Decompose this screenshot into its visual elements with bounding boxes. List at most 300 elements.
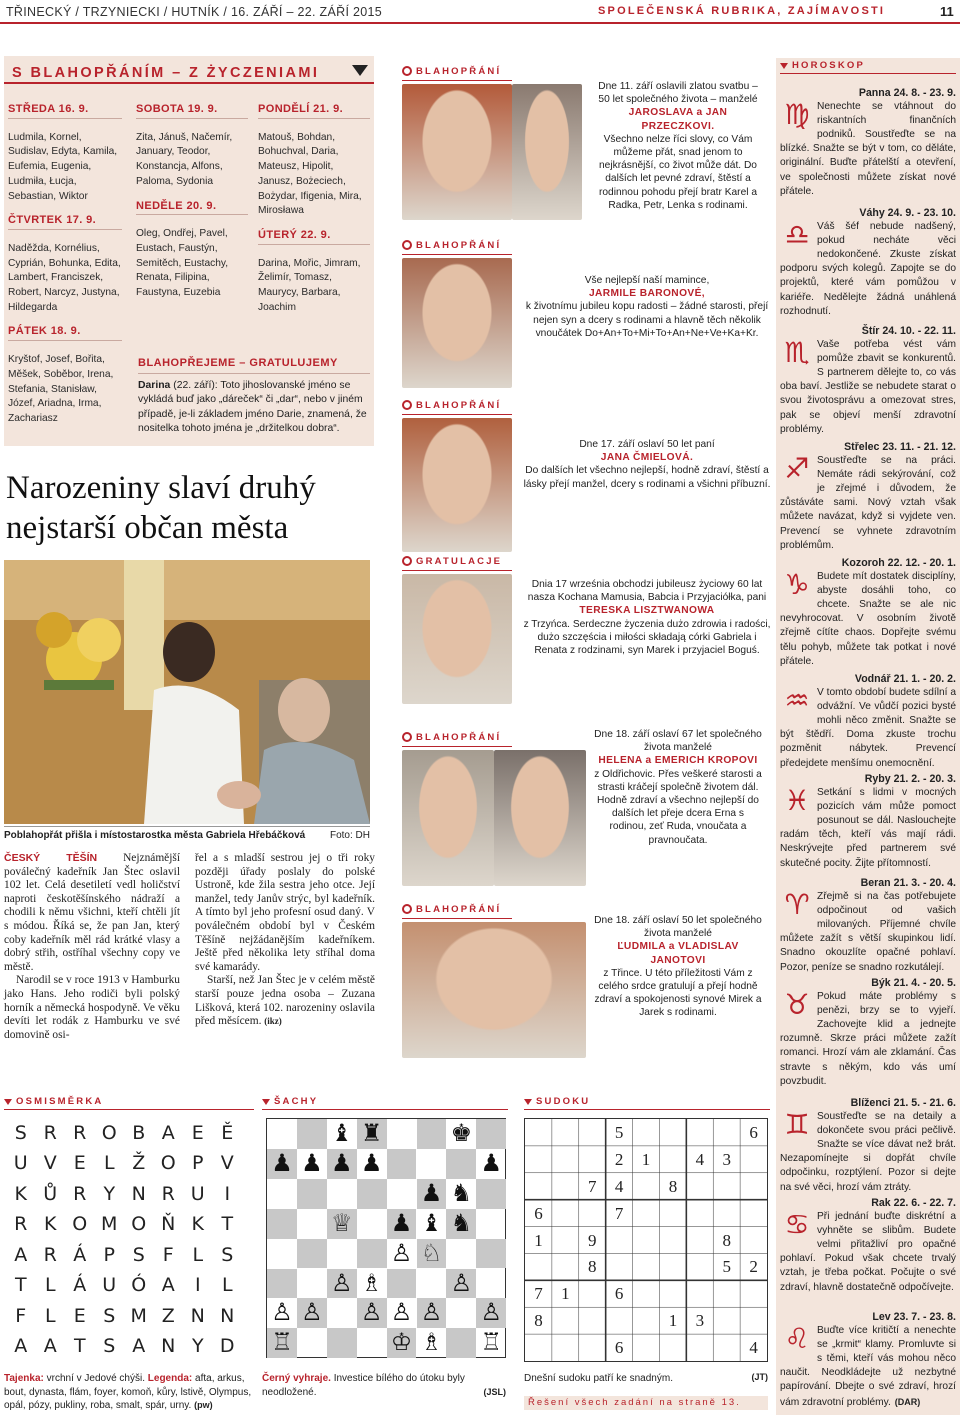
zodiac-icon: ♌	[784, 1322, 810, 1356]
congrats-name: Darina	[138, 380, 171, 391]
grid-letter: B	[132, 1121, 146, 1144]
birthday-heading	[402, 66, 512, 81]
chess-piece: ♙	[330, 1268, 353, 1297]
chess-piece: ♖	[271, 1328, 293, 1357]
name-days-title: S BLAHOPŘÁNÍM – Z ŻYCZENIAMI	[12, 65, 320, 81]
chess-square	[357, 1179, 387, 1209]
grid-letter: R	[43, 1243, 57, 1266]
horoscope-sign	[780, 86, 956, 199]
photo-caption	[4, 826, 370, 842]
grid-letter: L	[221, 1274, 233, 1297]
chess-square	[387, 1269, 417, 1299]
sign-heading: Váhy 24. 9. - 23. 10.	[859, 207, 956, 219]
sign-heading: Lev 23. 7. - 23. 8.	[872, 1311, 956, 1323]
grid-letter: U	[102, 1274, 117, 1297]
article-text: řel a s mladší sestrou jej o tři roky později úřady poslaly do polské Ustroně, kde žila sestra jeho otce. Její manžel, tedy Janův strýc, byl kadeřník. A tímto byl jeho profesní osud daný. V poválečném období byl v Českém Těšíně nejžádanějším kadeřníkem. Ještě před několika lety stříhal doma své kamarády.	[195, 852, 375, 973]
grid-letter: K	[191, 1213, 204, 1236]
grid-letter: S	[132, 1243, 145, 1266]
sign-text: Soustřeďte se na práci. Nemáte rádi sekýrování, což je zřejmé i důvodem, že zůstáváte sami. Nový vztah však můžete navázat, když si vyjdete ven. Prevencí se vyhnete zdravotním problémům.	[780, 455, 956, 551]
chess-piece: ♔	[390, 1328, 413, 1357]
sudoku-grid	[524, 1118, 768, 1362]
horoscope-sign	[780, 1310, 956, 1410]
grid-letter: P	[103, 1243, 115, 1266]
sudoku-digit: 6	[534, 1203, 543, 1223]
sign-heading: Střelec 23. 11. - 21. 12.	[844, 441, 956, 453]
chess-piece: ♕	[330, 1208, 353, 1237]
day-heading: NEDĚLE 20. 9.	[136, 199, 248, 216]
grid-row	[6, 1149, 242, 1180]
horoscope-sign	[780, 1096, 956, 1195]
horoscope-sign	[780, 772, 956, 871]
portrait-photo	[512, 84, 582, 220]
grid-letter: V	[43, 1152, 57, 1175]
grid-letter: I	[224, 1182, 231, 1205]
chess-square	[417, 1269, 447, 1299]
header-rule	[0, 22, 960, 24]
chess-piece: ♝	[420, 1208, 443, 1237]
grid-letter: L	[44, 1304, 56, 1327]
honoree-name: TERESKA LISZTWANOWA	[579, 605, 715, 617]
grid-letter: M	[101, 1213, 118, 1236]
day-names: Zita, Jánuš, Načemír, January, Teodor, Konstancja, Alfons, Paloma, Sydonia	[136, 131, 233, 187]
chess-piece: ♗	[360, 1268, 383, 1297]
chess-square	[327, 1298, 357, 1328]
birthday-message	[594, 80, 762, 212]
birthday-message	[522, 578, 772, 657]
chess-text	[262, 1372, 506, 1399]
name-days-box	[4, 56, 374, 446]
day-heading: ČTVRTEK 17. 9.	[8, 213, 122, 230]
sign-text: Soustřeďte se na detaily a dokončete svou práci pečlivě. Snažte se více dávat než brát. Nezapomínejte si dopřát chvíle odpočinku, rozptýlení. Pozor si dejte na své věci, hrozí vám ztráty.	[780, 1111, 956, 1193]
horoscope-sign	[780, 876, 956, 975]
birthday-photo-illustration	[4, 560, 370, 824]
chess-square	[267, 1119, 297, 1149]
message-intro: Dne 17. září oslaví 50 let paní	[579, 439, 715, 450]
sign-heading: Beran 21. 3. - 20. 4.	[860, 877, 956, 889]
sudoku-digit: 4	[695, 1149, 705, 1169]
message-wishes: z Trzyńca. Serdeczne życzenia dużo zdrowia i radości, dużo szczęścia i miłości składają córki Gabriela i Renata z rodzinami, syn Marek i przyjaciel Boguś.	[523, 618, 771, 657]
day-heading: ÚTERÝ 22. 9.	[258, 228, 370, 245]
zodiac-icon: ♍	[784, 98, 810, 132]
grid-letter: R	[14, 1213, 28, 1236]
grid-letter: Z	[161, 1304, 175, 1327]
chess-piece: ♝	[330, 1119, 353, 1147]
grid-letter: Ň	[161, 1213, 176, 1236]
sudoku-digit: 1	[561, 1284, 570, 1304]
chess-piece: ♞	[450, 1178, 473, 1207]
zodiac-icon: ♒	[784, 684, 810, 718]
grid-letter: N	[220, 1304, 235, 1327]
sudoku-digit: 1	[534, 1230, 543, 1250]
sign-text: Buďte více kritičtí a nenechte se „krmit“ klamy. Promluvte si s těmi, kteří vás mohou něco naučit. Neodkládejte už nezbytné papírování. Dbejte o své zdraví, hrozí vám zdravotní problémy.	[780, 1325, 956, 1408]
sudoku-digit: 6	[614, 1338, 624, 1358]
sign-heading: Kozoroh 22. 12. - 20. 1.	[841, 557, 956, 569]
grid-letter: O	[101, 1121, 117, 1144]
names-col-2	[136, 102, 248, 301]
birthday-label: BLAHOPŘÁNÍ	[416, 66, 502, 77]
birthday-label: BLAHOPŘÁNÍ	[416, 240, 502, 251]
message-intro: Dne 18. září oslaví 67 let společného života manželé	[594, 729, 762, 754]
triangle-icon	[352, 65, 368, 76]
congrats-body: (22. září): Toto jihoslovanské jméno se vykládá buď jako „dáreček“ či „dar“, nebo v jiném případě, je-li základem jméno Darie, znamená, že nositelka tohoto jména je „držitelkou dobra“.	[138, 380, 367, 435]
tajenka-label: Tajenka:	[4, 1373, 44, 1384]
grid-letter: O	[160, 1152, 176, 1175]
chess-square	[357, 1239, 387, 1269]
portrait-photo	[402, 922, 586, 1058]
grid-letter: D	[219, 1335, 235, 1358]
tajenka-text: vrchní v Jedové chýši.	[43, 1373, 148, 1384]
grid-row	[6, 1271, 242, 1302]
chess-piece: ♙	[271, 1298, 293, 1327]
day-heading: PÁTEK 18. 9.	[8, 324, 122, 341]
sign-heading: Vodnář 21. 1. - 20. 2.	[854, 673, 956, 685]
chess-square	[446, 1328, 476, 1358]
day-names: Kryštof, Josef, Bořita, Měšek, Soběbor, Irena, Stefania, Stanisław, Józef, Ariadna, Irma, Zachariasz	[8, 354, 114, 424]
chess-board	[266, 1118, 506, 1358]
photo-credit: Foto: DH	[329, 830, 370, 841]
chess-piece: ♟	[360, 1148, 383, 1177]
sudoku-digit: 8	[668, 1176, 678, 1196]
chess-square	[267, 1179, 297, 1209]
grid-letter: A	[14, 1243, 28, 1266]
flower-icon	[402, 556, 412, 566]
chess-square	[327, 1179, 357, 1209]
flower-icon	[402, 732, 412, 742]
portrait-photo	[402, 750, 494, 886]
day-heading: PONDĚLÍ 21. 9.	[258, 102, 370, 119]
word-search-grid	[6, 1118, 242, 1362]
article-text: Starší, než Jan Štec je v celém městě starší pouze jedna osoba – Zuzana Lišková, která 102. narozeniny oslavila před měsícem.	[195, 974, 375, 1028]
sign-text: Při jednání buďte diskrétní a vyhněte se slibům. Budete velmi přitažliví pro opačné pohlaví. Pokud však chcete trvalý vztah, je třeba počkat. Počujte o své zdraví, hlavně dostatečně odpočívejte.	[780, 1211, 956, 1293]
honoree-name: HELENA a EMERICH KROPOVI	[598, 755, 758, 767]
chess-signature: (JSL)	[483, 1386, 506, 1397]
article-text: Narodil se v roce 1913 v Hamburku jako Hans. Jeho rodiči byli polský horník a německá hospodyně. Ve věku devíti let rodák z Hamburku ve své domovině osi-	[4, 974, 180, 1041]
header-section: SPOLEČENSKÁ RUBRIKA, ZAJÍMAVOSTI	[598, 5, 886, 17]
flower-icon	[402, 904, 412, 914]
chess-square	[446, 1239, 476, 1269]
chess-square	[417, 1149, 447, 1179]
grid-letter: A	[132, 1335, 146, 1358]
chess-square	[476, 1239, 506, 1269]
grid-letter: L	[44, 1274, 56, 1297]
chess-square	[417, 1119, 447, 1149]
chess-piece: ♟	[390, 1208, 413, 1237]
grid-letter: A	[14, 1335, 28, 1358]
sudoku-digit: 1	[641, 1149, 651, 1169]
sudoku-description: Dnešní sudoku patří ke snadným.	[524, 1373, 673, 1384]
sign-text: Váš šéf nebude nadšený, pokud necháte věci nedokončené. Zkuste získat podporu svých kolegů. Zapojte se do projektů, které vám pomůžou v kariéře. Nedělejte žádná unáhlená rozhodnutí.	[780, 221, 956, 317]
sudoku-digit: 3	[722, 1149, 731, 1169]
congrats-heading: BLAHOPŘEJEME – GRATULUJEMY	[138, 356, 370, 374]
birthday-message	[594, 914, 762, 1020]
grid-letter: O	[72, 1213, 88, 1236]
sudoku-digit: 2	[749, 1257, 758, 1277]
word-search-legend	[4, 1372, 252, 1413]
chess-piece: ♙	[420, 1298, 443, 1327]
sudoku-digit: 7	[534, 1284, 543, 1304]
chess-piece: ♟	[271, 1148, 293, 1177]
zodiac-icon: ♉	[784, 988, 810, 1022]
article-photo	[4, 560, 370, 824]
chess-piece: ♙	[390, 1298, 413, 1327]
article-column-2	[195, 852, 375, 1029]
chess-square	[387, 1179, 417, 1209]
osmismerka-heading: OSMISMĚRKA	[4, 1096, 254, 1110]
page-number: 11	[940, 4, 954, 19]
grid-letter: A	[161, 1274, 175, 1297]
portrait-photo	[402, 84, 512, 220]
sign-text: Vaše potřeba vést vám pomůže zbavit se konkurentů. S partnerem dělejte to, co vás oba baví. Jestliže se nebudete starat o svou životosprávu a omezovat stres, pak se objeví menší zdravotní problémy.	[780, 339, 956, 435]
flower-icon	[402, 400, 412, 410]
sudoku-digit: 7	[614, 1203, 624, 1223]
grid-letter: F	[162, 1243, 174, 1266]
grid-letter: M	[130, 1304, 147, 1327]
chess-square	[476, 1209, 506, 1239]
flower-icon	[402, 240, 412, 250]
zodiac-icon: ♏	[784, 336, 810, 370]
grid-letter: V	[220, 1152, 234, 1175]
horoscope-signature: (DAR)	[894, 1396, 921, 1407]
grid-letter: E	[191, 1121, 204, 1144]
honoree-name: ĽUDMILA a VLADISLAV JANOTOVI	[617, 941, 739, 966]
day-heading: STŘEDA 16. 9.	[8, 102, 122, 119]
grid-letter: Ž	[132, 1152, 146, 1175]
grid-letter: N	[161, 1335, 176, 1358]
sudoku-heading: SUDOKU	[524, 1096, 770, 1110]
sudoku-digit: 6	[614, 1284, 624, 1304]
sudoku-digit: 2	[614, 1149, 624, 1169]
grid-letter: S	[103, 1304, 116, 1327]
grid-letter: L	[192, 1243, 204, 1266]
article-column-1	[4, 852, 180, 1042]
chess-piece: ♘	[420, 1238, 443, 1267]
chess-description: Investice bílého do útoku byly neodložené.	[262, 1373, 465, 1398]
grid-letter: Y	[103, 1182, 116, 1205]
flower-icon	[402, 66, 412, 76]
chess-square	[446, 1149, 476, 1179]
congrats-text	[138, 379, 370, 437]
chess-square	[387, 1119, 417, 1149]
grid-row	[6, 1118, 242, 1149]
day-names: Ludmila, Kornel, Sudislav, Edyta, Kamila, Eufemia, Eugenia, Ludmiła, Łucja, Sebastian, Wiktor	[8, 131, 118, 202]
birthday-label: GRATULACJE	[416, 556, 503, 567]
chess-square	[476, 1119, 506, 1149]
horoscope-sign	[780, 440, 956, 553]
horoscope-heading: HOROSKOP	[780, 60, 956, 74]
chess-square	[446, 1298, 476, 1328]
sign-heading: Blíženci 21. 5. - 21. 6.	[850, 1097, 956, 1109]
message-wishes: z Oldřichovic. Přes veškeré starosti a strasti kráčejí společně životem dál. Hodně zdraví a všechno nejlepší do dalších let přeje dcera Erna s rodinou, zeť Ruda, vnoučata a pravnoučata.	[594, 768, 762, 846]
sudoku-text	[524, 1372, 768, 1385]
chess-piece: ♙	[480, 1298, 502, 1327]
sudoku-digit: 8	[534, 1311, 543, 1331]
zodiac-icon: ♊	[784, 1108, 810, 1142]
grid-letter: Ě	[221, 1121, 234, 1144]
birthday-heading	[402, 732, 512, 747]
message-intro: Dne 11. září oslavili zlatou svatbu – 50 let společného života – manželé	[598, 81, 758, 106]
grid-letter: A	[161, 1121, 175, 1144]
message-intro: Vše nejlepší naší mamince,	[584, 275, 710, 286]
message-wishes: Všechno nelze říci slovy, co Vám můžeme přát, snad jenom to nejkrásnější, co život může dát. Do dalších let pevné zdraví, štěstí a rodinnou pohodu přejí bratr Karel a Radka, Petr, Lenka s rodinami.	[598, 133, 757, 211]
chess-square	[297, 1328, 327, 1358]
sudoku-digit: 6	[749, 1123, 758, 1142]
message-wishes: Do dalších let všechno nejlepší, hodně zdraví, štěstí a lásky přejí manžel, dcery s rodinami a všichni příbuzní.	[523, 465, 771, 490]
grid-letter: Á	[73, 1243, 87, 1266]
message-intro: Dnia 17 września obchodzi jubileusz życiowy 60 lat nasza Kochana Mamusia, Babcia i Przyjaciółka, pani	[527, 579, 767, 604]
grid-letter: Ů	[43, 1182, 58, 1205]
names-col-3	[258, 102, 370, 315]
chess-piece: ♙	[301, 1298, 323, 1327]
sudoku-digit: 3	[695, 1311, 705, 1331]
grid-letter: Y	[191, 1335, 204, 1358]
honoree-name: JANA ČMIELOVÁ.	[600, 452, 694, 464]
article-text: Nejznámější poválečný kadeřník Jan Štec oslavil 102 let. Celá desetiletí vedl holičství naproti českotěšínského nádraží a chodili k němu všichni, kteří chtěli jít s módou. Říká se, že pan Jan, který coby kadeřník měl rád krátké vlasy a dobrý střih, ostříhal všechny copy ve městě.	[4, 852, 181, 973]
horoscope-sign	[780, 324, 956, 437]
sign-text: Budete mít dostatek disciplíny, abyste dosáhli toho, co chcete. Snažte se ale nic nevyhrocovat. V osobním životě zřejmě cítíte chaos. Dopřejte svému tělu pohyb, můžete tak potkat i nové přátele.	[780, 571, 956, 667]
solutions-note: Řešení všech zadání na straně 13.	[524, 1396, 768, 1410]
grid-letter: R	[161, 1182, 175, 1205]
article-headline: Narozeniny slaví druhý nejstarší občan města	[6, 470, 316, 546]
message-wishes: k životnímu jubileu kopu radosti – žádné starosti, přejí nejen syn a dcery s rodinami a hlavně těch několik vnoučátek Do+An+To+Mi+To+An+Ne+Ve+Ka+Kr.	[525, 301, 769, 339]
grid-letter: P	[192, 1152, 204, 1175]
chess-task: Černý vyhraje.	[262, 1373, 331, 1384]
grid-letter: I	[194, 1274, 201, 1297]
grid-letter: N	[190, 1304, 205, 1327]
birthday-label: BLAHOPŘÁNÍ	[416, 400, 502, 411]
grid-letter: E	[73, 1152, 86, 1175]
sudoku-digit: 8	[722, 1230, 731, 1250]
puzzle-signature: (pw)	[194, 1400, 213, 1410]
chess-piece: ♟	[420, 1178, 443, 1207]
grid-letter: U	[190, 1182, 205, 1205]
honoree-name: JAROSLAVA a JAN PRZECZKOVI.	[628, 107, 728, 132]
horoscope-sign	[780, 1196, 956, 1295]
chess-square	[476, 1179, 506, 1209]
birthday-heading	[402, 556, 512, 571]
honoree-name: JARMILE BARONOVÉ,	[588, 288, 706, 300]
zodiac-icon: ♑	[784, 568, 810, 602]
day-heading: SOBOTA 19. 9.	[136, 102, 248, 119]
sign-text: V tomto období budete sdílní a odvážní. Ve vůdčí pozici bysté mohli něco změnit. Snažte se být štědří. Doma zkuste trochu pozměnit nábytek. Prevencí předejdete menšímu onemocnění.	[780, 687, 956, 769]
chess-square	[327, 1239, 357, 1269]
grid-letter: K	[44, 1213, 57, 1236]
chess-piece: ♚	[450, 1119, 473, 1147]
chess-piece: ♖	[480, 1328, 502, 1357]
portrait-photo	[494, 750, 586, 886]
grid-letter: Á	[73, 1274, 87, 1297]
birthday-message	[594, 728, 762, 847]
sudoku-digit: 5	[722, 1257, 731, 1277]
chess-square	[297, 1239, 327, 1269]
zodiac-icon: ♈	[784, 888, 810, 922]
sign-heading: Býk 21. 4. - 20. 5.	[871, 977, 956, 989]
article-lead: ČESKÝ TĚŠÍN	[4, 852, 98, 864]
grid-row	[6, 1301, 242, 1332]
message-intro: Dne 18. září oslaví 50 let společného života manželé	[594, 915, 762, 940]
birthday-label: BLAHOPŘÁNÍ	[416, 732, 502, 743]
sudoku-signature: (JT)	[751, 1372, 768, 1382]
chess-piece: ♟	[330, 1148, 353, 1177]
day-names: Matouš, Bohdan, Bohuchval, Daria, Mateusz, Hipolit, Janusz, Bożeciech, Bożydar, Ifigenia, Mira, Mirosława	[258, 131, 362, 217]
birthday-heading	[402, 240, 512, 255]
grid-letter: N	[131, 1182, 146, 1205]
grid-row	[6, 1332, 242, 1363]
sign-text: Setkání s lidmi v mocných pozicích vám může pomoct posunout se dál. Naslouchejte radám těch, kteří vás mají rádi. Neskrývejte před partnerem své skutečné pocity. Žijte přítomností.	[780, 787, 956, 869]
day-names: Oleg, Ondřej, Pavel, Eustach, Faustýn, Semitěch, Eustachy, Renata, Filipina, Faustyna, Euzebia	[136, 228, 229, 299]
grid-row	[6, 1179, 242, 1210]
grid-letter: S	[14, 1121, 27, 1144]
sign-heading: Ryby 21. 2. - 20. 3.	[864, 773, 956, 785]
sign-heading: Rak 22. 6. - 22. 7.	[871, 1197, 956, 1209]
portrait-photo	[402, 574, 512, 704]
chess-piece: ♜	[360, 1119, 383, 1147]
grid-letter: F	[15, 1304, 27, 1327]
chess-square	[267, 1209, 297, 1239]
grid-letter: S	[103, 1335, 116, 1358]
chess-square	[387, 1149, 417, 1179]
chess-piece: ♙	[390, 1238, 413, 1267]
chess-square	[297, 1119, 327, 1149]
chess-piece: ♗	[420, 1328, 443, 1357]
sign-text: Pokud máte problémy s penězi, brzy se to vyjeří. Zachovejte klid a jednejte rozumně. Skrze práci můžete zažít romanci. Hrozí vám ale zklamání. Čas stravte s někým, kdo vás umí povzbudit.	[780, 991, 956, 1087]
horoscope-sign	[780, 556, 956, 669]
chess-square	[297, 1209, 327, 1239]
zodiac-icon: ♎	[784, 218, 810, 252]
chess-square	[297, 1179, 327, 1209]
grid-letter: T	[221, 1213, 234, 1236]
day-names: Darina, Mořic, Jimram, Želimír, Tomasz, Maurycy, Barbara, Joachim	[258, 257, 361, 313]
sudoku-digit: 5	[614, 1123, 624, 1142]
grid-letter: T	[14, 1274, 27, 1297]
sudoku-digit: 1	[668, 1311, 678, 1331]
chess-square	[267, 1269, 297, 1299]
zodiac-icon: ♋	[784, 1208, 810, 1242]
sign-text: Nenechte se vtáhnout do riskantních finančních podniků. Soustřeďte se na blízké. Snažte se být v tom, co děláte, originální. Buďte přátelští a otevření, ve společnosti můžete získat nové přátele.	[780, 101, 956, 197]
article-signature: (ikz)	[264, 1016, 282, 1027]
grid-letter: U	[13, 1152, 28, 1175]
grid-letter: L	[103, 1152, 115, 1175]
grid-letter: A	[43, 1335, 57, 1358]
chess-piece: ♙	[360, 1298, 383, 1327]
sudoku-digit: 9	[588, 1230, 597, 1250]
horoscope-sign	[780, 206, 956, 319]
chess-square	[476, 1269, 506, 1299]
chess-heading: ŠACHY	[262, 1096, 508, 1110]
sudoku-digit: 4	[614, 1176, 624, 1196]
birthday-message	[522, 274, 772, 340]
chess-piece: ♙	[450, 1268, 473, 1297]
grid-row	[6, 1210, 242, 1241]
sudoku-digit: 7	[588, 1176, 597, 1196]
legenda-label: Legenda:	[147, 1373, 193, 1384]
chess-piece: ♞	[450, 1208, 473, 1237]
birthday-message	[522, 438, 772, 491]
sign-heading: Panna 24. 8. - 23. 9.	[858, 87, 956, 99]
portrait-photo	[402, 418, 512, 552]
legenda-text: afta, arkus, bout, dynasta, flám, foyer, komoň, kůry, lstivě, Olympus, opál, pózy, pukliny, roba, smalt, spár, urny.	[4, 1373, 252, 1411]
caption-text: Poblahopřát přišla i místostarostka města Gabriela Hřebáčková	[4, 830, 306, 841]
grid-letter: R	[43, 1121, 57, 1144]
chess-piece: ♟	[301, 1148, 323, 1177]
grid-letter: T	[73, 1335, 86, 1358]
grid-letter: R	[73, 1182, 87, 1205]
birthday-heading	[402, 904, 512, 919]
grid-row	[6, 1240, 242, 1271]
sign-text: Zřejmě si na čas potřebujete odpočinout od vašich milovaných. Příjemné chvíle můžete zažít s větší skupinkou lidí. Snadno okouzlíte opačné pohlaví. Pozor, peníze se snadno rozkutálejí.	[780, 891, 956, 973]
chess-piece: ♟	[480, 1148, 502, 1177]
grid-letter: K	[14, 1182, 27, 1205]
birthday-heading	[402, 400, 512, 415]
